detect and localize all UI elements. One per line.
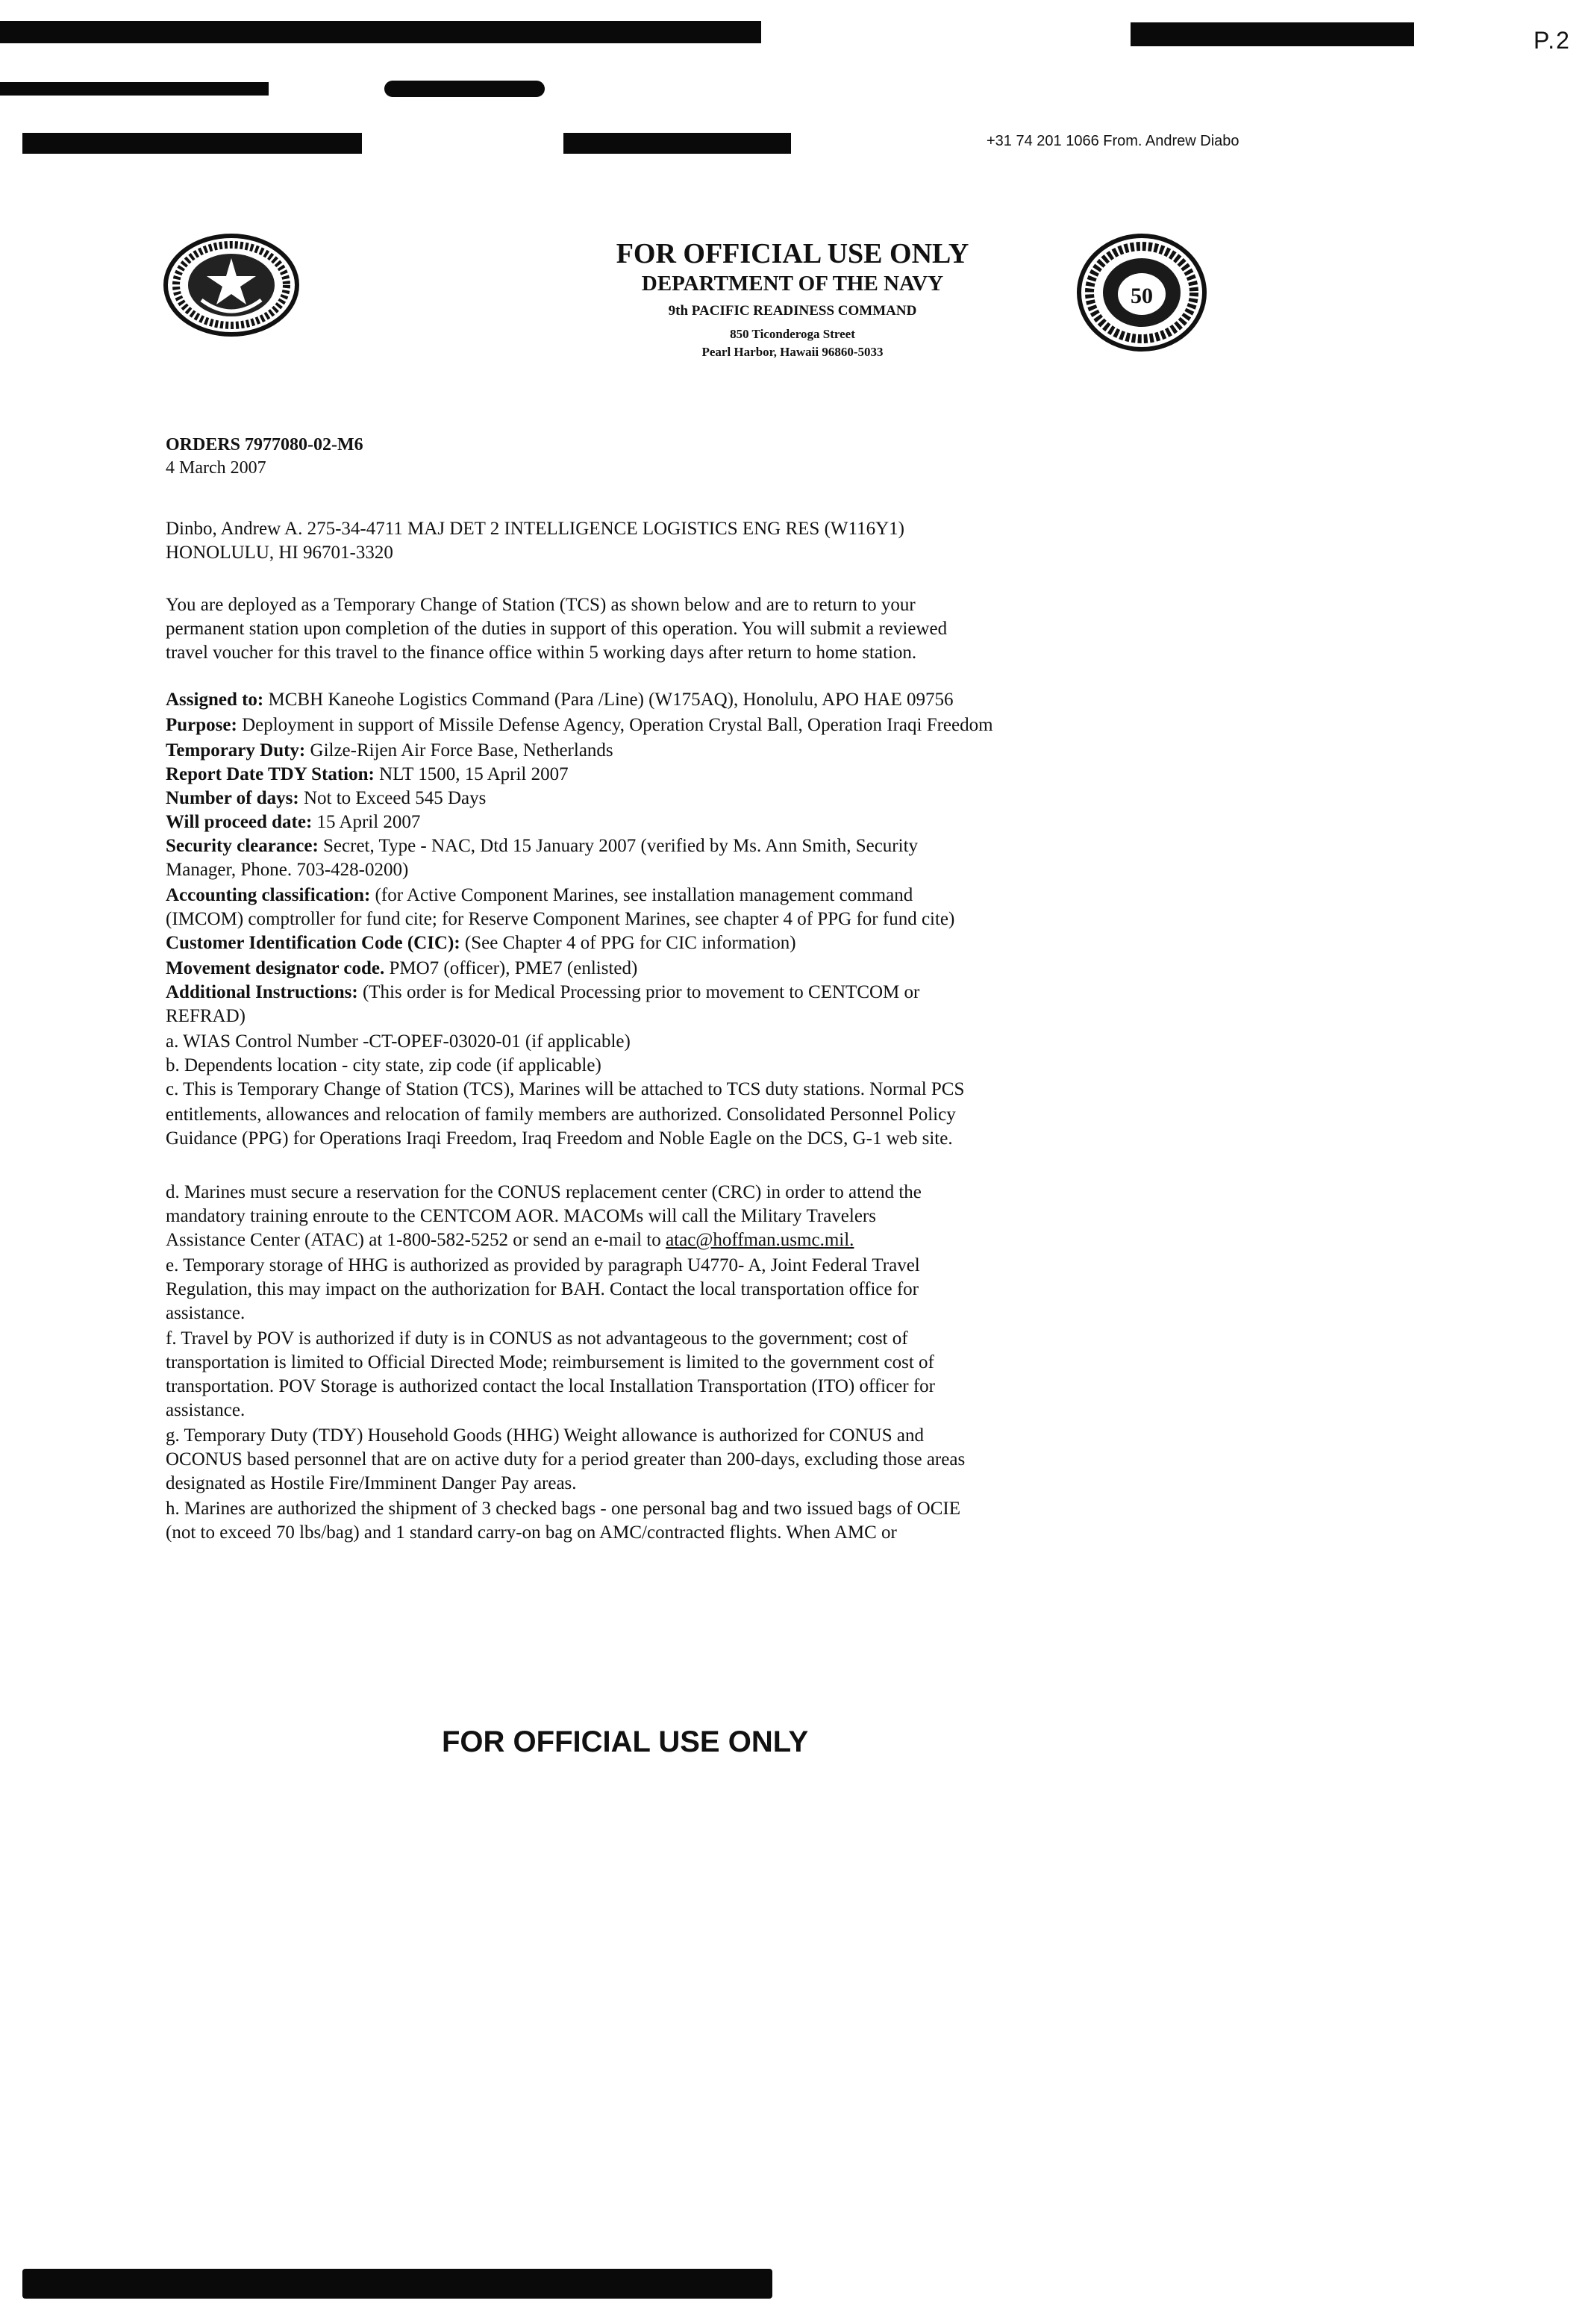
intro-line: travel voucher for this travel to the finance office within 5 working days after return to home station.	[166, 643, 917, 663]
seal-number: 50	[1131, 284, 1153, 308]
instruction-item-e-cont: assistance.	[166, 1303, 246, 1323]
redaction-bar	[384, 81, 545, 97]
field-number-of-days: Number of days: Not to Exceed 545 Days	[166, 788, 487, 808]
instruction-item-g-cont: designated as Hostile Fire/Imminent Danger Pay areas.	[166, 1473, 577, 1493]
city-address: Pearl Harbor, Hawaii 96860-5033	[701, 345, 884, 359]
instruction-item-e-cont: Regulation, this may impact on the authorization for BAH. Contact the local transportation office for	[166, 1279, 919, 1299]
command-name: 9th PACIFIC READINESS COMMAND	[668, 303, 917, 319]
instruction-item-c: c. This is Temporary Change of Station (TCS), Marines will be attached to TCS duty stations. Normal PCS	[166, 1079, 965, 1099]
department-name: DEPARTMENT OF THE NAVY	[641, 272, 944, 296]
atac-email-link[interactable]: atac@hoffman.usmc.mil.	[666, 1230, 854, 1250]
instruction-item-e: e. Temporary storage of HHG is authorized as provided by paragraph U4770- A, Joint Federal Travel	[166, 1255, 920, 1275]
field-proceed-date: Will proceed date: 15 April 2007	[166, 812, 421, 832]
instruction-item-h: h. Marines are authorized the shipment of 3 checked bags - one personal bag and two issued bags of OCIE	[166, 1499, 960, 1519]
instruction-item-c-cont: entitlements, allowances and relocation of family members are authorized. Consolidated Personnel Policy	[166, 1105, 956, 1125]
field-accounting-classification-cont: (IMCOM) comptroller for fund cite; for Reserve Component Marines, see chapter 4 of PPG for fund cite)	[166, 909, 955, 929]
instruction-item-f-cont: transportation is limited to Official Directed Mode; reimbursement is limited to the government cost of	[166, 1352, 934, 1372]
instruction-item-h-cont: (not to exceed 70 lbs/bag) and 1 standard carry-on bag on AMC/contracted flights. When AMC or	[166, 1522, 897, 1543]
instruction-item-d-cont: Assistance Center (ATAC) at 1-800-582-5252 or send an e-mail to atac@hoffman.usmc.mil.	[166, 1230, 854, 1250]
field-temporary-duty: Temporary Duty: Gilze-Rijen Air Force Base, Netherlands	[166, 740, 613, 760]
redaction-bar	[22, 133, 362, 154]
redaction-bar	[0, 21, 761, 43]
intro-line: You are deployed as a Temporary Change of Station (TCS) as shown below and are to return to your	[166, 595, 916, 615]
redaction-bar	[563, 133, 791, 154]
field-purpose: Purpose: Deployment in support of Missile Defense Agency, Operation Crystal Ball, Operation Iraqi Freedom	[166, 715, 993, 735]
field-report-date: Report Date TDY Station: NLT 1500, 15 April 2007	[166, 764, 569, 784]
intro-line: permanent station upon completion of the duties in support of this operation. You will submit a reviewed	[166, 619, 948, 639]
field-customer-identification-code: Customer Identification Code (CIC): (See Chapter 4 of PPG for CIC information)	[166, 933, 796, 953]
field-assigned-to: Assigned to: MCBH Kaneohe Logistics Command (Para /Line) (W175AQ), Honolulu, APO HAE 09756	[166, 690, 954, 710]
instruction-item-f-cont: assistance.	[166, 1400, 246, 1420]
instruction-item-c-cont: Guidance (PPG) for Operations Iraqi Freedom, Iraq Freedom and Noble Eagle on the DCS, G-1 web site.	[166, 1128, 953, 1149]
redaction-bar	[0, 82, 269, 96]
instruction-item-d: d. Marines must secure a reservation for the CONUS replacement center (CRC) in order to attend the	[166, 1182, 922, 1202]
instruction-item-a: a. WIAS Control Number -CT-OPEF-03020-01 (if applicable)	[166, 1031, 631, 1052]
instruction-item-g-cont: OCONUS based personnel that are on active duty for a period greater than 200-days, excluding those areas	[166, 1449, 966, 1469]
instruction-item-d-cont: mandatory training enroute to the CENTCOM AOR. MACOMs will call the Military Travelers	[166, 1206, 876, 1226]
field-movement-designator: Movement designator code. PMO7 (officer), PME7 (enlisted)	[166, 958, 638, 978]
instruction-item-f: f. Travel by POV is authorized if duty is in CONUS as not advantageous to the government; cost of	[166, 1328, 908, 1349]
classification-footer: FOR OFFICIAL USE ONLY	[442, 1725, 809, 1758]
page-marker: P.2	[1534, 27, 1571, 54]
classification-header: FOR OFFICIAL USE ONLY	[616, 238, 969, 269]
addressee-line-1: Dinbo, Andrew A. 275-34-4711 MAJ DET 2 INTELLIGENCE LOGISTICS ENG RES (W116Y1)	[166, 519, 904, 539]
redaction-bar	[1131, 22, 1414, 46]
field-security-clearance-cont: Manager, Phone. 703-428-0200)	[166, 860, 409, 880]
addressee-line-2: HONOLULU, HI 96701-3320	[166, 543, 393, 563]
instruction-item-g: g. Temporary Duty (TDY) Household Goods (HHG) Weight allowance is authorized for CONUS and	[166, 1425, 924, 1446]
orders-date: 4 March 2007	[166, 458, 266, 478]
field-security-clearance: Security clearance: Secret, Type - NAC, Dtd 15 January 2007 (verified by Ms. Ann Smith, Security	[166, 836, 919, 856]
street-address: 850 Ticonderoga Street	[730, 327, 855, 341]
fax-header: +31 74 201 1066 From. Andrew Diabo	[987, 133, 1239, 149]
field-accounting-classification: Accounting classification: (for Active Component Marines, see installation management command	[166, 885, 913, 905]
orders-number: ORDERS 7977080-02-M6	[166, 435, 363, 455]
instruction-item-b: b. Dependents location - city state, zip code (if applicable)	[166, 1055, 601, 1075]
redaction-bar	[22, 2269, 772, 2299]
field-additional-instructions: Additional Instructions: (This order is for Medical Processing prior to movement to CENTCOM or	[166, 982, 920, 1002]
instruction-item-f-cont: transportation. POV Storage is authorized contact the local Installation Transportation (ITO) officer for	[166, 1376, 936, 1396]
field-additional-instructions-cont: REFRAD)	[166, 1006, 246, 1026]
